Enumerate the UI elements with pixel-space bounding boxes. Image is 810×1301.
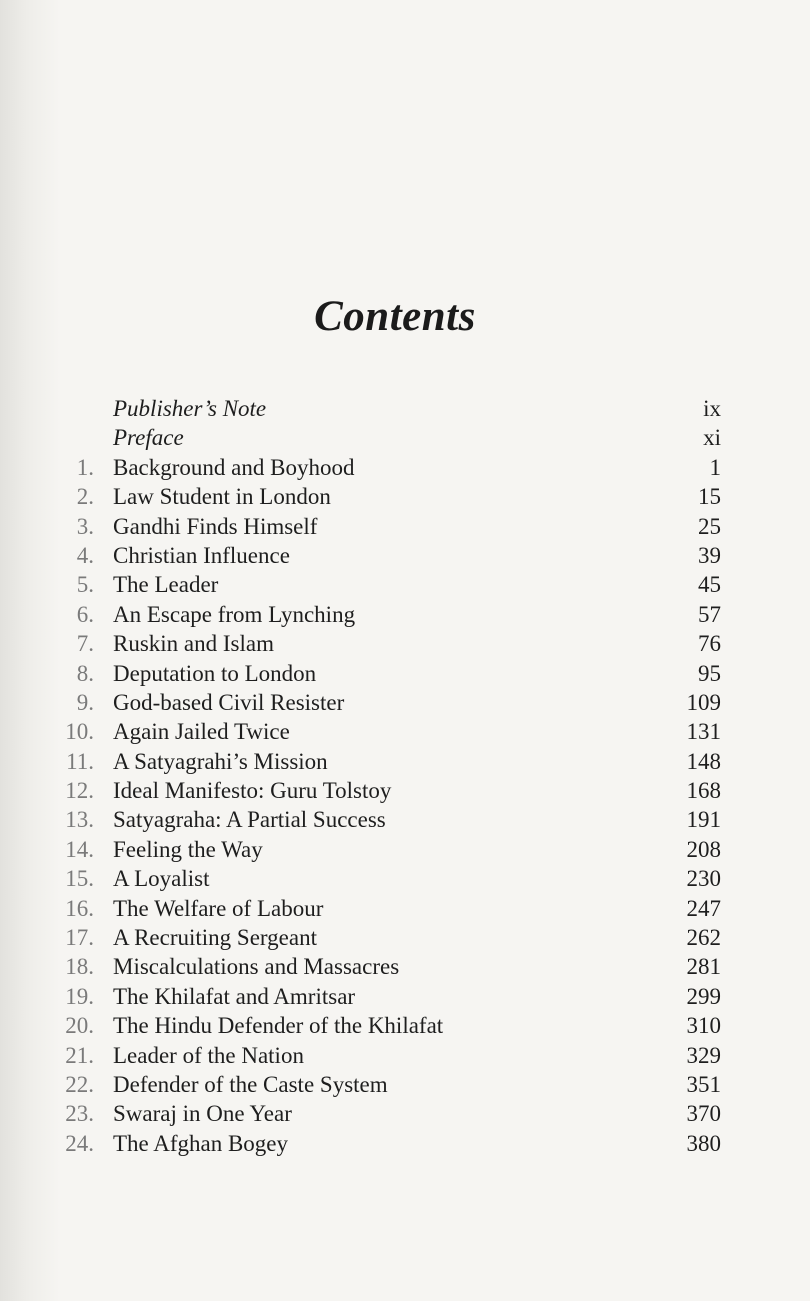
toc-entry xyxy=(0,923,810,952)
chapter-title: God-based Civil Resister xyxy=(113,689,345,715)
toc-entry xyxy=(0,835,810,864)
page-number: 230 xyxy=(686,866,721,892)
toc-entry xyxy=(0,659,810,688)
page-number: 25 xyxy=(698,513,721,539)
chapter-title: The Afghan Bogey xyxy=(113,1130,289,1156)
chapter-title: Deputation to London xyxy=(113,660,317,686)
toc-entry xyxy=(0,1070,810,1099)
toc-entry xyxy=(0,1129,810,1158)
toc-entry xyxy=(0,1041,810,1070)
chapter-title: An Escape from Lynching xyxy=(113,601,356,627)
page-number: ix xyxy=(703,396,721,421)
chapter-title: Defender of the Caste System xyxy=(113,1071,388,1097)
chapter-number: 18. xyxy=(65,954,94,980)
page-number: 45 xyxy=(698,572,721,598)
chapter-title: Again Jailed Twice xyxy=(113,719,290,745)
chapter-number: 24. xyxy=(65,1130,94,1156)
page-number: 148 xyxy=(686,748,721,774)
toc-entry xyxy=(0,894,810,923)
page-number: 1 xyxy=(709,454,721,480)
chapter-title: The Hindu Defender of the Khilafat xyxy=(113,1013,444,1039)
chapter-number: 11. xyxy=(66,748,94,774)
chapter-title: The Khilafat and Amritsar xyxy=(113,983,356,1009)
toc-entry xyxy=(0,1011,810,1040)
chapter-title: The Welfare of Labour xyxy=(113,895,324,921)
chapter-number: 5. xyxy=(76,572,94,598)
page-number: 262 xyxy=(686,925,721,951)
page-number: 281 xyxy=(686,954,721,980)
chapter-number: 15. xyxy=(65,866,94,892)
page-number: 329 xyxy=(686,1042,721,1068)
chapter-number: 23. xyxy=(65,1101,94,1127)
toc-entry xyxy=(0,570,810,599)
chapter-number: 4. xyxy=(76,542,94,568)
chapter-number: 10. xyxy=(65,719,94,745)
chapter-number: 20. xyxy=(65,1013,94,1039)
page-number: 208 xyxy=(686,836,721,862)
chapter-number: 2. xyxy=(76,484,94,510)
toc-entry xyxy=(0,423,810,452)
page-number: 380 xyxy=(686,1130,721,1156)
chapter-title: A Recruiting Sergeant xyxy=(113,925,317,951)
page-number: xi xyxy=(703,425,721,451)
chapter-title: The Leader xyxy=(113,572,219,598)
toc-entry xyxy=(0,776,810,805)
chapter-number: 17. xyxy=(65,925,94,951)
chapter-number: 3. xyxy=(76,513,94,539)
chapter-number: 6. xyxy=(76,601,94,627)
page-number: 191 xyxy=(686,807,721,833)
page-number: 109 xyxy=(686,689,721,715)
chapter-title: Ruskin and Islam xyxy=(113,631,274,657)
chapter-title: A Satyagrahi’s Mission xyxy=(113,748,328,774)
page-number: 95 xyxy=(698,660,721,686)
chapter-title: Preface xyxy=(113,425,184,451)
chapter-title: Leader of the Nation xyxy=(113,1042,304,1068)
chapter-title: Miscalculations and Massacres xyxy=(113,954,400,980)
page-number: 351 xyxy=(686,1071,721,1097)
toc-entry xyxy=(0,805,810,834)
chapter-title: A Loyalist xyxy=(113,866,210,892)
chapter-number: 13. xyxy=(65,807,94,833)
toc-entry xyxy=(0,717,810,746)
page-number: 76 xyxy=(698,631,721,657)
chapter-number: 16. xyxy=(65,895,94,921)
toc-entry xyxy=(0,453,810,482)
toc-entry xyxy=(0,600,810,629)
chapter-number: 22. xyxy=(65,1071,94,1097)
toc-entry xyxy=(0,394,810,423)
page-number: 168 xyxy=(686,778,721,804)
chapter-title: Satyagraha: A Partial Success xyxy=(113,807,386,833)
chapter-number: 9. xyxy=(76,689,94,715)
page-number: 310 xyxy=(686,1013,721,1039)
chapter-title: Publisher’s Note xyxy=(113,396,267,421)
page-number: 131 xyxy=(686,719,721,745)
chapter-number: 8. xyxy=(76,660,94,686)
chapter-title: Gandhi Finds Himself xyxy=(113,513,318,539)
chapter-title: Law Student in London xyxy=(113,484,331,510)
chapter-title: Ideal Manifesto: Guru Tolstoy xyxy=(113,778,392,804)
page-number: 15 xyxy=(698,484,721,510)
chapter-title: Swaraj in One Year xyxy=(113,1101,292,1127)
chapter-title: Feeling the Way xyxy=(113,836,263,862)
chapter-number: 7. xyxy=(76,631,94,657)
page-number: 299 xyxy=(686,983,721,1009)
toc-entry xyxy=(0,747,810,776)
table-of-contents xyxy=(0,394,810,1158)
chapter-number: 19. xyxy=(65,983,94,1009)
toc-entry xyxy=(0,482,810,511)
chapter-number: 12. xyxy=(65,778,94,804)
toc-entry xyxy=(0,541,810,570)
toc-entry xyxy=(0,952,810,981)
toc-entry xyxy=(0,688,810,717)
toc-entry xyxy=(0,629,810,658)
page-number: 57 xyxy=(698,601,721,627)
toc-entry xyxy=(0,512,810,541)
page-number: 247 xyxy=(686,895,721,921)
page-title: Contents xyxy=(314,293,476,340)
page-number: 370 xyxy=(686,1101,721,1127)
chapter-title: Christian Influence xyxy=(113,542,290,568)
page-number: 39 xyxy=(698,542,721,568)
toc-entry xyxy=(0,1099,810,1128)
chapter-number: 1. xyxy=(76,454,94,480)
toc-entry xyxy=(0,982,810,1011)
chapter-number: 14. xyxy=(65,836,94,862)
toc-entry xyxy=(0,864,810,893)
chapter-title: Background and Boyhood xyxy=(113,454,355,480)
chapter-number: 21. xyxy=(65,1042,94,1068)
